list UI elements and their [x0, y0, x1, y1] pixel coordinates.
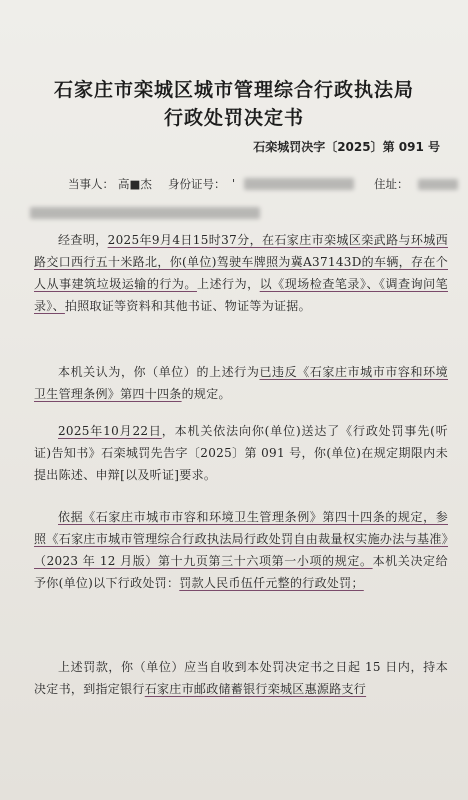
finding-end: 的规定。: [181, 387, 231, 401]
basis-paragraph: [34, 506, 448, 594]
evidence-records: 以《现场检查笔录》、《调查询问笔录》、: [34, 277, 448, 313]
facts-paragraph: [34, 229, 448, 317]
notice-paragraph: [34, 420, 448, 486]
designated-bank: 石家庄市邮政储蓄银行栾城区惠源路支行: [144, 682, 367, 696]
legal-basis: 依据《石家庄市城市市容和环境卫生管理条例》第四十四条的规定，参照《石家庄市城市管理综合行政执法局行政处罚自由裁量权实施办法与基准》（2023 年 12 月版）第十九页第三十六项第一小项的规定。: [34, 510, 448, 568]
violated-regulation: 已违反《石家庄市城市市容和环境卫生管理条例》第四十四条: [34, 365, 448, 401]
document-number: 石栾城罚决字〔2025〕第 091 号: [253, 140, 440, 154]
party-info-row: [0, 176, 468, 196]
address-label: 住址：: [374, 177, 409, 191]
penalty-decision: 罚款人民币伍仟元整的行政处罚；: [179, 576, 364, 590]
finding-intro: 本机关认为，你（单位）的上述行为: [58, 365, 260, 379]
payment-instruction: 上述罚款，你（单位）应当自收到本处罚决定书之日起 15 日内，持本决定书，到指定银行: [34, 660, 448, 696]
document-title-line1: 石家庄市栾城区城市管理综合行政执法局: [53, 79, 414, 101]
id-number-value: ': [232, 176, 236, 190]
facts-transition: 上述行为，: [196, 277, 260, 291]
party-name: 高■杰: [118, 177, 152, 191]
facts-detail: 2025年9月4日15时37分，在石家庄市栾城区栾武路与环城西路交口西行五十米路北，你(单位)驾驶车牌照为冀A37143D的车辆，存在个人从事建筑垃圾运输的行为。: [34, 233, 448, 291]
facts-intro: 经查明，: [58, 233, 108, 247]
redaction-blur-address-line2: [30, 207, 260, 219]
decision-intro: 本机关决定给予你(单位)以下行政处罚：: [34, 554, 448, 590]
id-number-label: 身份证号：: [168, 177, 226, 191]
redaction-blur-id: [244, 178, 354, 190]
document-title-line2: 行政处罚决定书: [163, 107, 304, 129]
redaction-blur-address: [418, 179, 458, 190]
evidence-other: 拍照取证等资料和其他书证、物证等为证据。: [64, 299, 311, 313]
notice-detail: ，本机关依法向你(单位)送达了《行政处罚事先(听证)告知书》石栾城罚先告字〔2025〕第 091 号，你(单位)在规定期限内未提出陈述、申辩[以及听证]要求。: [34, 424, 448, 482]
notice-date: 2025年10月22日: [58, 424, 162, 438]
payment-paragraph: [34, 656, 448, 700]
finding-paragraph: [34, 361, 448, 405]
party-label: 当事人：: [68, 177, 114, 191]
